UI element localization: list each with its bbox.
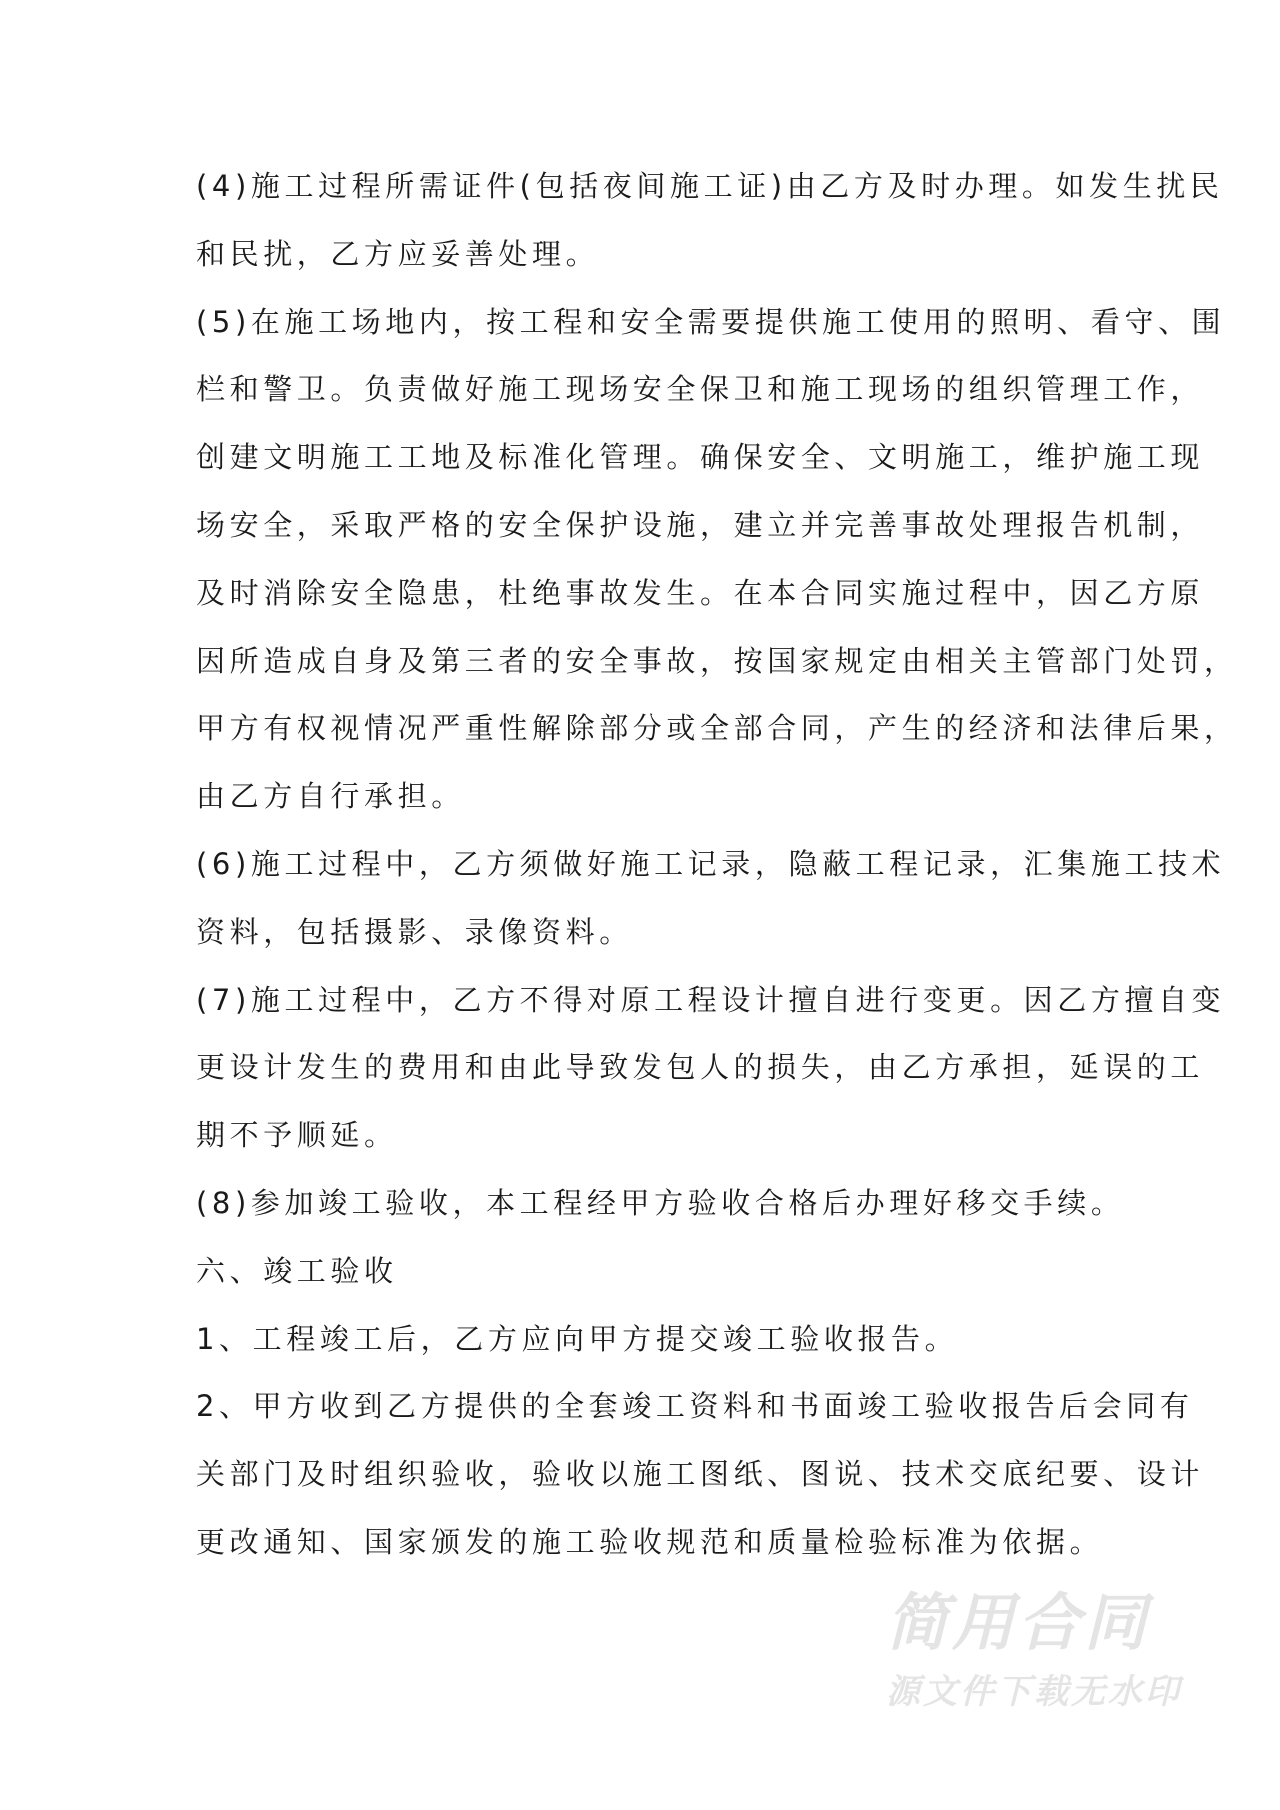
text-line: 2、甲方收到乙方提供的全套竣工资料和书面竣工验收报告后会同有 [196, 1389, 1194, 1424]
text-line: 由乙方自行承担。 [196, 779, 465, 814]
text-line: 期不予顺延。 [196, 1118, 398, 1153]
text-line: (8)参加竣工验收，本工程经甲方验收合格后办理好移交手续。 [196, 1185, 1125, 1220]
text-line: 更设计发生的费用和由此导致发包人的损失，由乙方承担，延误的工 [196, 1050, 1205, 1085]
text-line: (6)施工过程中，乙方须做好施工记录，隐蔽工程记录，汇集施工技术 [196, 846, 1226, 881]
text-line: 更改通知、国家颁发的施工验收规范和质量检验标准为依据。 [196, 1524, 1104, 1559]
watermark-title: 简用合同 [886, 1586, 1151, 1659]
text-line: (5)在施工场地内，按工程和安全需要提供施工使用的照明、看守、围 [196, 304, 1226, 339]
text-line: 关部门及时组织验收，验收以施工图纸、图说、技术交底纪要、设计 [196, 1457, 1205, 1492]
text-line: (7)施工过程中，乙方不得对原工程设计擅自进行变更。因乙方擅自变 [196, 982, 1226, 1017]
watermark-subtitle: 源文件下载无水印 [886, 1672, 1182, 1712]
text-line: 及时消除安全隐患，杜绝事故发生。在本合同实施过程中，因乙方原 [196, 575, 1205, 610]
text-line: (4)施工过程所需证件(包括夜间施工证)由乙方及时办理。如发生扰民 [196, 169, 1224, 203]
text-line: 六、竣工验收 [196, 1253, 398, 1288]
text-line: 创建文明施工工地及标准化管理。确保安全、文明施工，维护施工现 [196, 440, 1205, 475]
text-line: 和民扰，乙方应妥善处理。 [196, 236, 600, 271]
text-line: 因所造成自身及第三者的安全事故，按国家规定由相关主管部门处罚， [196, 643, 1238, 678]
text-line: 甲方有权视情况严重性解除部分或全部合同，产生的经济和法律后果， [196, 711, 1238, 746]
text-line: 栏和警卫。负责做好施工现场安全保卫和施工现场的组织管理工作， [196, 372, 1205, 407]
text-line: 场安全，采取严格的安全保护设施，建立并完善事故处理报告机制， [196, 507, 1205, 542]
document-body [196, 162, 1238, 1586]
text-line: 1、工程竣工后，乙方应向甲方提交竣工验收报告。 [196, 1321, 959, 1356]
text-line: 资料，包括摄影、录像资料。 [196, 914, 633, 949]
